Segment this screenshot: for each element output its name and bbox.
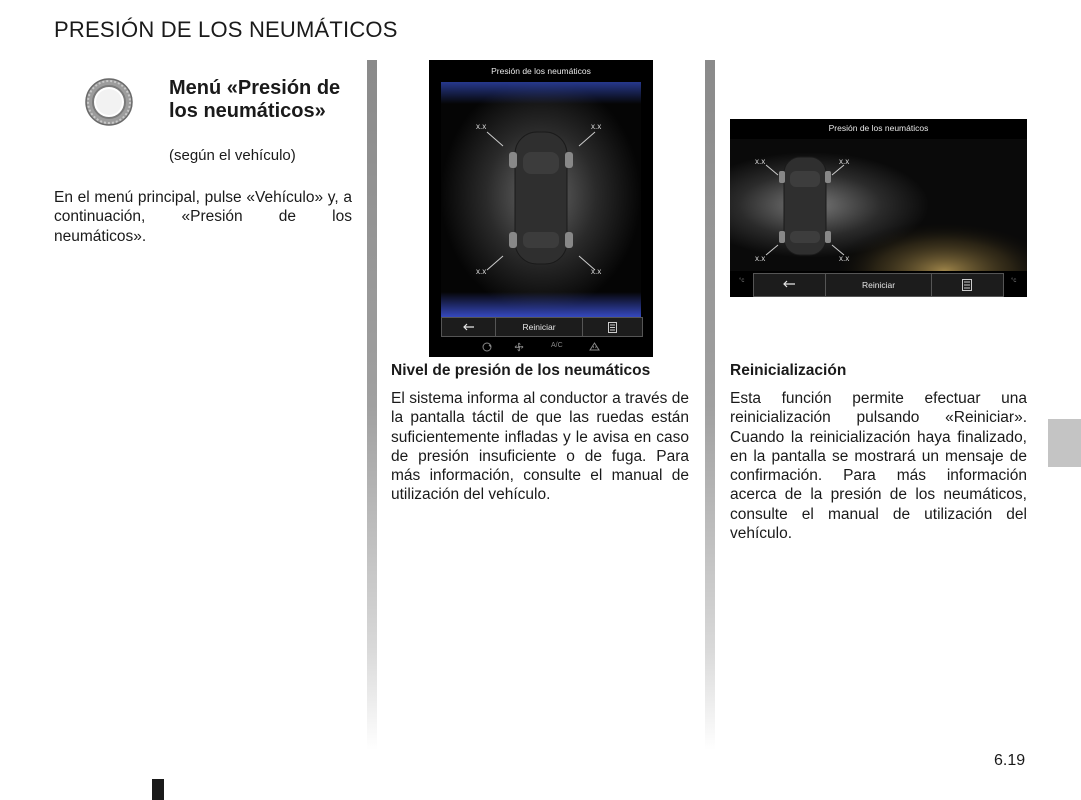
climate-bar [429,339,653,355]
menu-button[interactable] [583,318,642,336]
chapter-tab [1048,419,1081,467]
list-icon [608,322,617,333]
section-text-reset: Esta función permite efectuar una reinicialización pulsando «Reiniciar». Cuando la reinicialización haya finalizado, en la pantalla se mostrará un mensaje de confirmación. Para más información acerca de la presión de los neumáticos, consulte el manual de utilización del vehículo. [730,390,1027,543]
tyre-rear-right-value: x.x [839,254,850,263]
tyre-front-right-value: x.x [591,122,602,131]
reset-button[interactable]: Reiniciar [826,274,931,296]
column-divider [367,60,377,750]
button-bar [441,317,643,337]
button-bar [753,273,1004,297]
reset-button[interactable]: Reiniciar [496,318,582,336]
temperature-right: °c [1011,278,1017,284]
tyre-rear-left-value: x.x [476,267,487,276]
menu-subtitle: (según el vehículo) [169,147,296,164]
page-number: 6.19 [994,752,1026,769]
tyre-pressure-screen-portrait [429,60,653,357]
page-title: PRESIÓN DE LOS NEUMÁTICOS [54,17,398,42]
column-divider [705,60,715,750]
tyre-pressure-screen-landscape [730,119,1027,297]
screen-background [429,60,653,357]
screen-title: Presión de los neumáticos [828,123,929,133]
screen-title: Presión de los neumáticos [491,66,591,76]
section-text-pressure-level: El sistema informa al conductor a través de la pantalla táctil de que las ruedas están suficientemente infladas y le avisa en caso de presión insuficiente o de fuga. Para más información, consulte el manual de utilización del vehículo. [391,390,689,504]
back-arrow-icon [783,280,796,290]
tyre-front-left-value: x.x [476,122,487,131]
temperature-left: °c [739,278,745,284]
fan-icon[interactable] [514,342,524,352]
tyre-front-left-value: x.x [755,157,766,166]
tyre-rear-left-value: x.x [755,254,766,263]
section-title-pressure-level: Nivel de presión de los neumáticos [391,362,651,379]
print-mark [152,779,164,800]
menu-button[interactable] [932,274,1003,296]
list-icon [962,279,972,291]
defrost-icon[interactable] [589,342,600,352]
back-arrow-icon [463,323,475,332]
intro-text: En el menú principal, pulse «Vehículo» y, a continuación, «Presión de los neumáticos». [54,189,352,245]
recirculation-icon[interactable] [481,342,493,352]
tyre-icon [84,77,134,127]
menu-title: Menú «Presión de los neumáticos» [169,77,341,122]
ac-button[interactable]: A/C [551,342,563,349]
tyre-rear-right-value: x.x [591,267,602,276]
tyre-front-right-value: x.x [839,157,850,166]
screen-background [730,119,1027,297]
back-button[interactable] [442,318,496,336]
section-title-reset: Reinicialización [730,362,847,379]
back-button[interactable] [754,274,826,296]
